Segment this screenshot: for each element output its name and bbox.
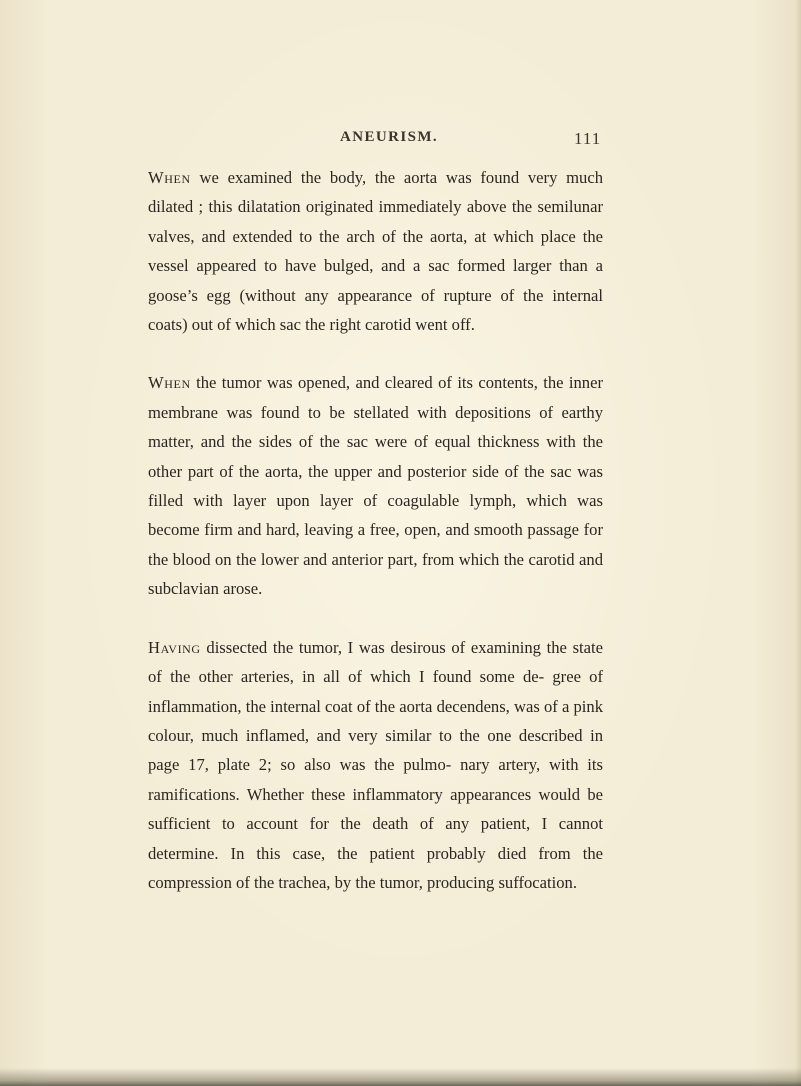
paragraph-lead-word: Having xyxy=(148,637,201,657)
paragraph-lead-word: When xyxy=(148,168,191,187)
page-bottom-edge xyxy=(0,1068,801,1086)
running-head xyxy=(0,129,801,153)
paragraph-3 xyxy=(148,633,603,898)
body-text xyxy=(148,163,603,897)
page-number: 111 xyxy=(574,129,602,148)
running-title: ANEURISM. xyxy=(340,129,439,145)
paragraph-2 xyxy=(148,368,603,603)
page-right-edge xyxy=(795,0,801,1086)
paragraph-lead-word: When xyxy=(148,373,191,393)
paragraph-text: dissected the tumor, I was desirous of examining the state of the other arteries, in all of which I found some de- gree of inflammation, the internal coat of the aorta decendens, was of a pink colour, much inflamed, and very similar to the one described in page 17, plate 2; so also was the pulmo- nary artery, with its ramifications. Whether these inflammatory appearances would be sufficient to account for the death of any patient, I cannot determine. In this case, the patient probably died from the compression of the trachea, by the tumor, producing suffocation. xyxy=(148,637,603,892)
paragraph-text: the tumor was opened, and cleared of its contents, the inner membrane was found to be stellated with depositions of earthy matter, and the sides of the sac were of equal thickness with the other part of the aorta, the upper and posterior side of the sac was filled with layer upon layer of coagulable lymph, which was become firm and hard, leaving a free, open, and smooth passage for the blood on the lower and anterior part, from which the carotid and subclavian arose. xyxy=(148,373,603,599)
paragraph-text: we examined the body, the aorta was found very much dilated ; this dilatation originated immediately above the semilunar valves, and extended to the arch of the aorta, at which place the vessel appeared to have bulged, and a sac formed larger than a goose’s egg (without any appearance of rupture of the internal coats) out of which sac the right carotid went off. xyxy=(148,168,603,335)
paragraph-1 xyxy=(148,163,603,339)
